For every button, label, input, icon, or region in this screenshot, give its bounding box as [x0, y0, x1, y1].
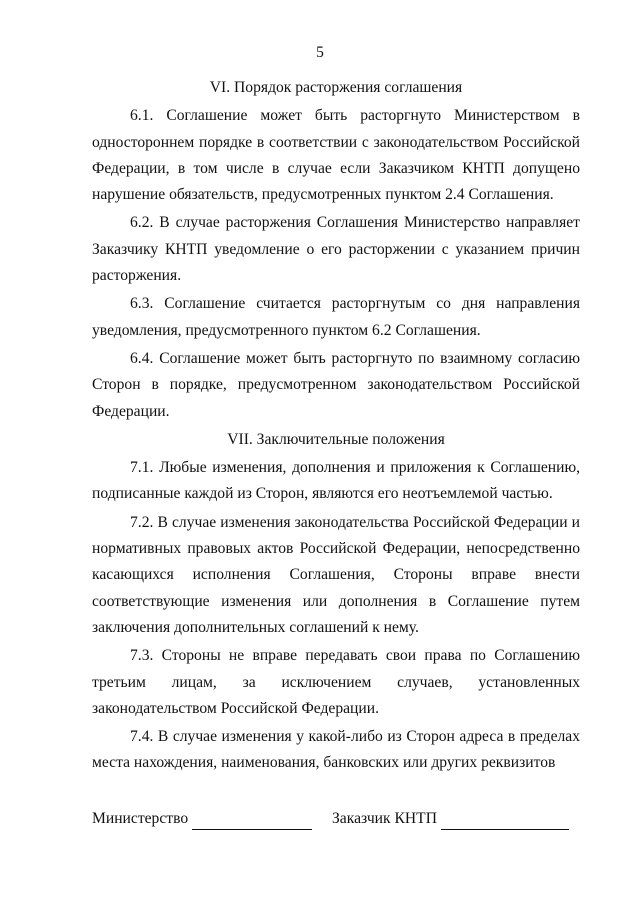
- paragraph: 6.3. Соглашение считается расторгнутым со дня направления уведомления, предусмотренного пунктом 6.2 Соглашения.: [92, 295, 580, 339]
- paragraph: 7.2. В случае изменения законодательства Российской Федерации и нормативных правовых актов Российской Федерации, непосредственно касающихся исполнения Соглашения, Стороны вправе внести соответствующие изменения или дополнения в Соглашение путем заключения дополнительных соглашений к нему.: [92, 513, 580, 636]
- customer-signature: [332, 808, 569, 830]
- ministry-signature-line: [192, 811, 312, 830]
- paragraph: 7.4. В случае изменения у какой-либо из Сторон адреса в пределах места нахождения, наименования, банковских или других реквизитов: [92, 728, 580, 772]
- page-number: 5: [316, 44, 324, 61]
- customer-signature-line: [441, 811, 569, 830]
- paragraph: 6.4. Соглашение может быть расторгнуто по взаимному согласию Сторон в порядке, предусмотренном законодательством Российской Федерации.: [92, 349, 580, 420]
- ministry-label: Министерство: [92, 810, 189, 827]
- ministry-signature: [92, 808, 312, 830]
- section-heading: VII. Заключительные положения: [227, 430, 445, 448]
- paragraph: 7.1. Любые изменения, дополнения и приложения к Соглашению, подписанные каждой из Сторон, являются его неотъемлемой частью.: [92, 459, 580, 503]
- customer-label: Заказчик КНТП: [332, 810, 437, 827]
- paragraph: 6.1. Соглашение может быть расторгнуто Министерством в одностороннем порядке в соответствии с законодательством Российской Федерации, в том числе в случае если Заказчиком КНТП допущено нарушение обязательств, предусмотренных пунктом 2.4 Соглашения.: [92, 107, 580, 204]
- section-heading: VI. Порядок расторжения соглашения: [209, 79, 463, 96]
- document-body: [92, 75, 580, 779]
- paragraph: 7.3. Стороны не вправе передавать свои права по Соглашению третьим лицам, за исключением случаев, установленных законодательством Российской Федерации.: [92, 647, 580, 717]
- paragraph: 6.2. В случае расторжения Соглашения Министерство направляет Заказчику КНТП уведомление о его расторжении с указанием причин расторжения.: [92, 214, 580, 285]
